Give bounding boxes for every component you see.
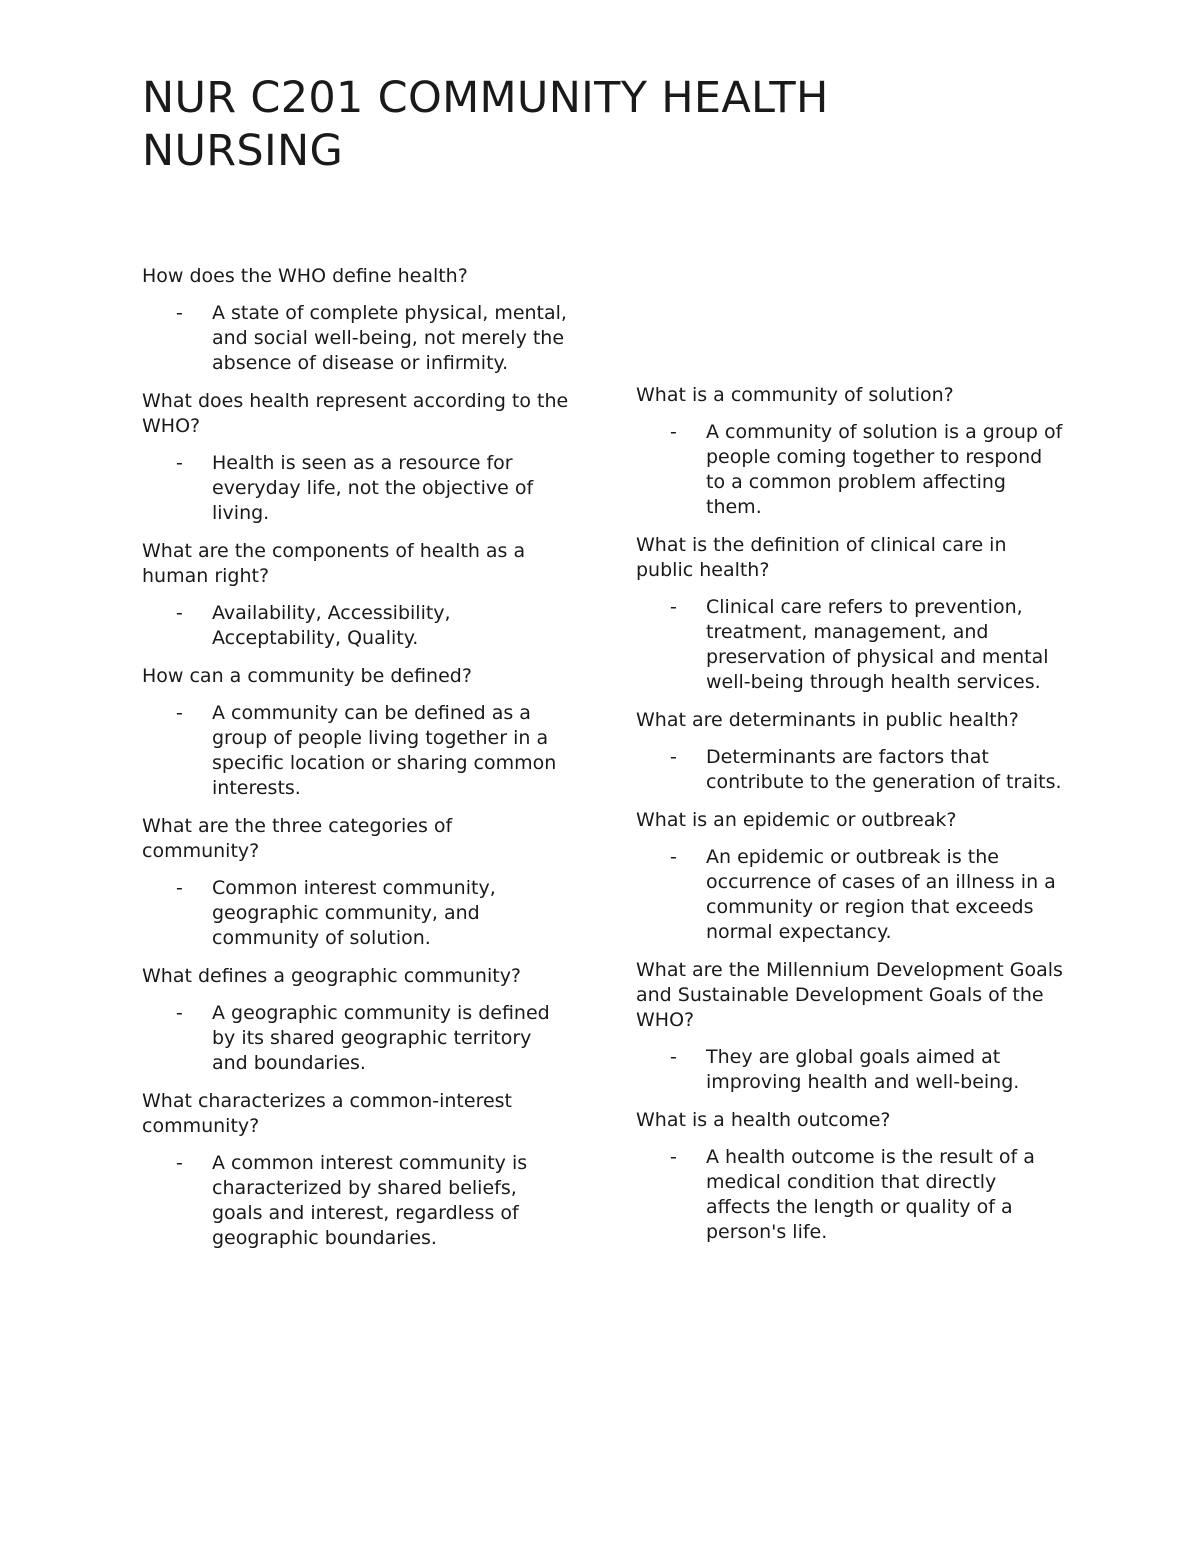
question: What are determinants in public health?: [636, 709, 1019, 731]
question: What are the components of health as a human right?: [142, 540, 526, 587]
answer-text: A common interest community is characterized by shared beliefs, goals and interest, regardless of geographic boundaries.: [212, 1152, 528, 1249]
answer-text: Common interest community, geographic community, and community of solution.: [212, 877, 496, 949]
answer-text: They are global goals aimed at improving health and well-being.: [706, 1046, 1020, 1093]
qa-item: [142, 664, 572, 801]
question: What is a community of solution?: [636, 384, 954, 406]
answer-bullet: [636, 1045, 1066, 1095]
answer-bullet: [636, 420, 1066, 520]
question: What are the Millennium Development Goals and Sustainable Development Goals of the WHO?: [636, 959, 1063, 1031]
answer-text: A state of complete physical, mental, and social well-being, not merely the absence of disease or infirmity.: [212, 302, 567, 374]
answer-text: A community can be defined as a group of people living together in a specific location or sharing common interests.: [212, 702, 557, 799]
dash-bullet-icon: -: [176, 452, 183, 474]
dash-bullet-icon: -: [670, 596, 677, 618]
qa-item: [142, 1089, 572, 1251]
dash-bullet-icon: -: [670, 846, 677, 868]
qa-item: [636, 958, 1066, 1095]
qa-item: [142, 389, 572, 526]
answer-bullet: [142, 301, 572, 376]
question: What defines a geographic community?: [142, 965, 522, 987]
question: What does health represent according to the WHO?: [142, 390, 569, 437]
answer-text: A geographic community is defined by its shared geographic territory and boundaries.: [212, 1002, 550, 1074]
qa-item: [636, 708, 1066, 795]
answer-text: Clinical care refers to prevention, treatment, management, and preservation of physical and mental well-being through health services.: [706, 596, 1049, 693]
answer-bullet: [636, 745, 1066, 795]
dash-bullet-icon: -: [176, 1152, 183, 1174]
question: What is an epidemic or outbreak?: [636, 809, 957, 831]
answer-text: Health is seen as a resource for everyday life, not the objective of living.: [212, 452, 534, 524]
question: What characterizes a common-interest community?: [142, 1090, 513, 1137]
answer-bullet: [142, 1151, 572, 1251]
answer-bullet: [142, 876, 572, 951]
qa-item: [142, 814, 572, 951]
answer-text: A community of solution is a group of people coming together to respond to a common problem affecting them.: [706, 421, 1063, 518]
answer-text: Availability, Accessibility, Acceptability, Quality.: [212, 602, 451, 649]
answer-bullet: [142, 601, 572, 651]
answer-bullet: [636, 845, 1066, 945]
dash-bullet-icon: -: [176, 602, 183, 624]
dash-bullet-icon: -: [670, 746, 677, 768]
question: How does the WHO define health?: [142, 265, 468, 287]
answer-bullet: [636, 595, 1066, 695]
answer-bullet: [636, 1145, 1066, 1245]
answer-bullet: [142, 1001, 572, 1076]
qa-item: [636, 383, 1066, 520]
dash-bullet-icon: -: [670, 421, 677, 443]
left-column: [142, 264, 572, 1264]
qa-item: [142, 264, 572, 376]
qa-item: [142, 539, 572, 651]
question: What is the definition of clinical care in public health?: [636, 534, 1007, 581]
question: What is a health outcome?: [636, 1109, 891, 1131]
qa-item: [142, 964, 572, 1076]
dash-bullet-icon: -: [176, 302, 183, 324]
answer-text: An epidemic or outbreak is the occurrence of cases of an illness in a community or region that exceeds normal expectancy.: [706, 846, 1056, 943]
dash-bullet-icon: -: [670, 1146, 677, 1168]
page-title: NUR C201 COMMUNITY HEALTH NURSING: [142, 73, 829, 176]
dash-bullet-icon: -: [176, 877, 183, 899]
dash-bullet-icon: -: [176, 702, 183, 724]
qa-item: [636, 533, 1066, 695]
qa-item: [636, 1108, 1066, 1245]
answer-text: A health outcome is the result of a medical condition that directly affects the length or quality of a person's life.: [706, 1146, 1035, 1243]
dash-bullet-icon: -: [176, 1002, 183, 1024]
answer-bullet: [142, 701, 572, 801]
question: What are the three categories of community?: [142, 815, 453, 862]
right-column: [636, 383, 1066, 1258]
qa-item: [636, 808, 1066, 945]
dash-bullet-icon: -: [670, 1046, 677, 1068]
question: How can a community be defined?: [142, 665, 472, 687]
answer-bullet: [142, 451, 572, 526]
answer-text: Determinants are factors that contribute to the generation of traits.: [706, 746, 1062, 793]
